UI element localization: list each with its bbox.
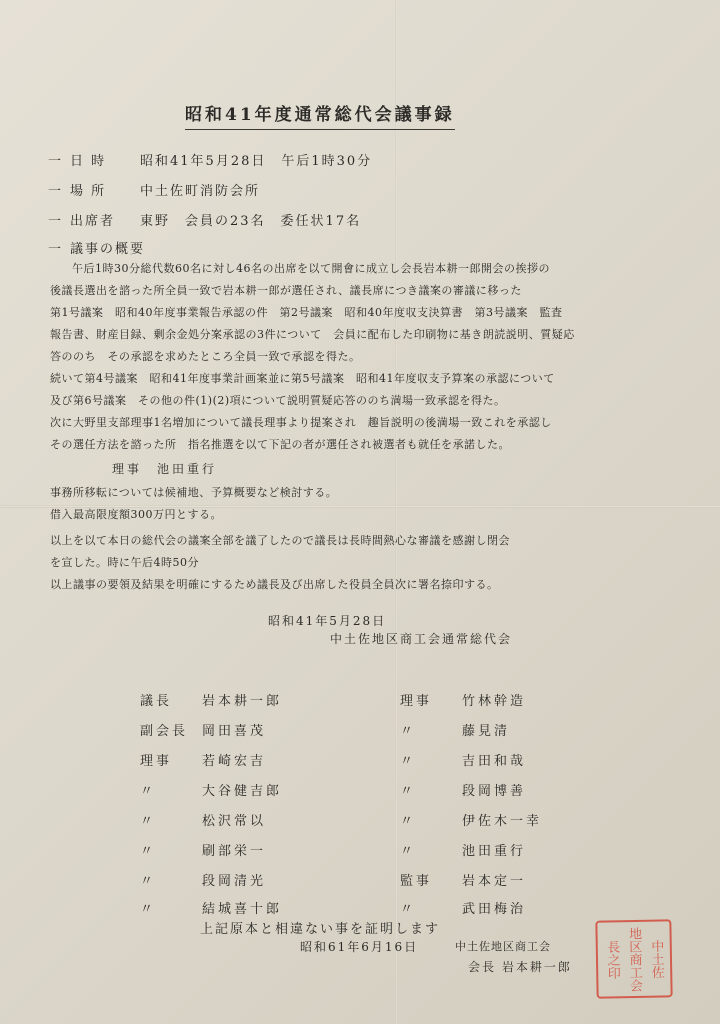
signature-name: 松沢常以 xyxy=(202,814,267,829)
body-line: 答ののち その承認を求めたところ全員一致で承認を得た。 xyxy=(50,350,361,363)
signature-row xyxy=(400,780,526,799)
signature-name: 岩本耕一郎 xyxy=(202,694,283,709)
signature-row xyxy=(140,810,266,829)
item-key: 場 所 xyxy=(70,184,107,199)
signature-role: 〃 xyxy=(140,814,157,829)
signature-row xyxy=(400,720,510,739)
body-line: その選任方法を諮った所 指名推選を以て下記の者が選任され被選者も就任を承諾した。 xyxy=(50,438,510,451)
signature-role: 理事 xyxy=(400,694,433,709)
signature-row xyxy=(400,750,526,769)
signature-role: 〃 xyxy=(140,902,157,917)
signature-name: 段岡清光 xyxy=(202,874,267,889)
signature-row xyxy=(400,690,526,709)
signature-role: 〃 xyxy=(400,844,417,859)
item-summary xyxy=(48,238,146,257)
signature-name: 伊佐木一幸 xyxy=(462,814,543,829)
signature-role: 理事 xyxy=(140,754,173,769)
signature-row xyxy=(400,898,526,917)
signature-row xyxy=(400,870,526,889)
item-date xyxy=(48,150,372,169)
signature-name: 池田重行 xyxy=(462,844,527,859)
item-value: 昭和41年5月28日 午后1時30分 xyxy=(140,154,373,169)
signature-name: 藤見清 xyxy=(462,724,511,739)
closing-line: を宣した。時に午后4時50分 xyxy=(50,556,199,569)
signature-role: 監事 xyxy=(400,874,433,889)
item-key: 議事の概要 xyxy=(70,242,146,257)
signature-name: 段岡博善 xyxy=(462,784,527,799)
body-line: 次に大野里支部理事1名増加について議長理事より提案され 趣旨説明の後満場一致これを承認し xyxy=(50,416,552,429)
signature-role: 〃 xyxy=(140,784,157,799)
signature-role: 議長 xyxy=(140,694,173,709)
meeting-date: 昭和41年5月28日 xyxy=(268,614,387,628)
body-line: 後議長選出を諮った所全員一致で岩本耕一郎が選任され、議長席につき議案の審議に移った xyxy=(50,284,522,297)
item-key: 日 時 xyxy=(70,154,107,169)
seal-text: 地区商工会 xyxy=(625,926,643,992)
organization-name: 中土佐地区商工会通常総代会 xyxy=(330,632,513,646)
closing-text xyxy=(50,530,690,596)
signature-row xyxy=(400,840,526,859)
signature-row xyxy=(140,720,266,739)
signature-role: 〃 xyxy=(400,724,417,739)
signature-row xyxy=(400,810,542,829)
body-line: 第1号議案 昭和40年度事業報告承認の件 第2号議案 昭和40年度収支決算書 第3号議案 監査 xyxy=(50,306,563,319)
item-mark: 一 xyxy=(48,214,64,229)
appointee-line: 理事 池田重行 xyxy=(112,462,218,476)
body-line: 事務所移転については候補地、予算概要など検討する。 xyxy=(50,486,338,499)
president-organization: 中土佐地区商工会 xyxy=(455,940,551,953)
item-mark: 一 xyxy=(48,184,64,199)
signature-role: 〃 xyxy=(140,874,157,889)
signature-role: 〃 xyxy=(400,784,417,799)
signature-name: 吉田和哉 xyxy=(462,754,527,769)
body-line: 午后1時30分総代数60名に対し46名の出席を以て開會に成立し会長岩本耕一郎開会の挨拶の xyxy=(72,262,550,275)
president-name: 会長 岩本耕一郎 xyxy=(468,960,572,974)
signature-row xyxy=(140,870,266,889)
signature-role: 〃 xyxy=(400,902,417,917)
seal-text: 長之印 xyxy=(604,939,620,980)
seal-text: 中土佐 xyxy=(648,938,664,979)
minutes-body xyxy=(50,258,690,456)
certification-statement: 上記原本と相違ない事を証明します xyxy=(200,922,441,937)
signature-name: 岩本定一 xyxy=(462,874,527,889)
item-mark: 一 xyxy=(48,242,64,257)
signature-name: 岡田喜茂 xyxy=(202,724,267,739)
body-line: 報告書、財産目録、剰余金処分案承認の3件について 会員に配布した印刷物に基き朗読説明、質疑応 xyxy=(50,328,575,341)
signature-row xyxy=(140,898,282,917)
signature-row xyxy=(140,840,266,859)
official-seal xyxy=(595,919,672,998)
item-attendees xyxy=(48,210,361,229)
signature-role: 副会長 xyxy=(140,724,189,739)
signature-name: 大谷健吉郎 xyxy=(202,784,283,799)
item-value: 東野 会員の23名 委任状17名 xyxy=(140,214,362,229)
item-key: 出席者 xyxy=(70,214,116,229)
signature-role: 〃 xyxy=(140,844,157,859)
item-place xyxy=(48,180,260,199)
signature-row xyxy=(140,750,266,769)
signature-name: 若崎宏吉 xyxy=(202,754,267,769)
signature-role: 〃 xyxy=(400,814,417,829)
signature-name: 刷部栄一 xyxy=(202,844,267,859)
body-line: 及び第6号議案 その他の件(1)(2)項について説明質疑応答ののち満場一致承認を得た。 xyxy=(50,394,506,407)
body-line: 続いて第4号議案 昭和41年度事業計画案並に第5号議案 昭和41年度収支予算案の承認について xyxy=(50,372,555,385)
signature-row xyxy=(140,690,282,709)
closing-line: 以上議事の要領及結果を明確にするため議長及び出席した役員全員次に署名捺印する。 xyxy=(50,578,499,591)
signature-role: 〃 xyxy=(400,754,417,769)
certification-date: 昭和61年6月16日 xyxy=(300,940,419,954)
document-title: 昭和41年度通常総代会議事録 xyxy=(185,100,455,130)
signature-row xyxy=(140,780,282,799)
signature-name: 武田梅治 xyxy=(462,902,527,917)
item-mark: 一 xyxy=(48,154,64,169)
signature-name: 竹林幹造 xyxy=(462,694,527,709)
item-value: 中土佐町消防会所 xyxy=(140,184,261,199)
minutes-body-2 xyxy=(50,482,690,526)
closing-line: 以上を以て本日の総代会の議案全部を議了したので議長は長時間熱心な審議を感謝し閉会 xyxy=(50,534,510,547)
body-line: 借入最高限度額300万円とする。 xyxy=(50,508,222,521)
signature-name: 結城喜十郎 xyxy=(202,902,283,917)
